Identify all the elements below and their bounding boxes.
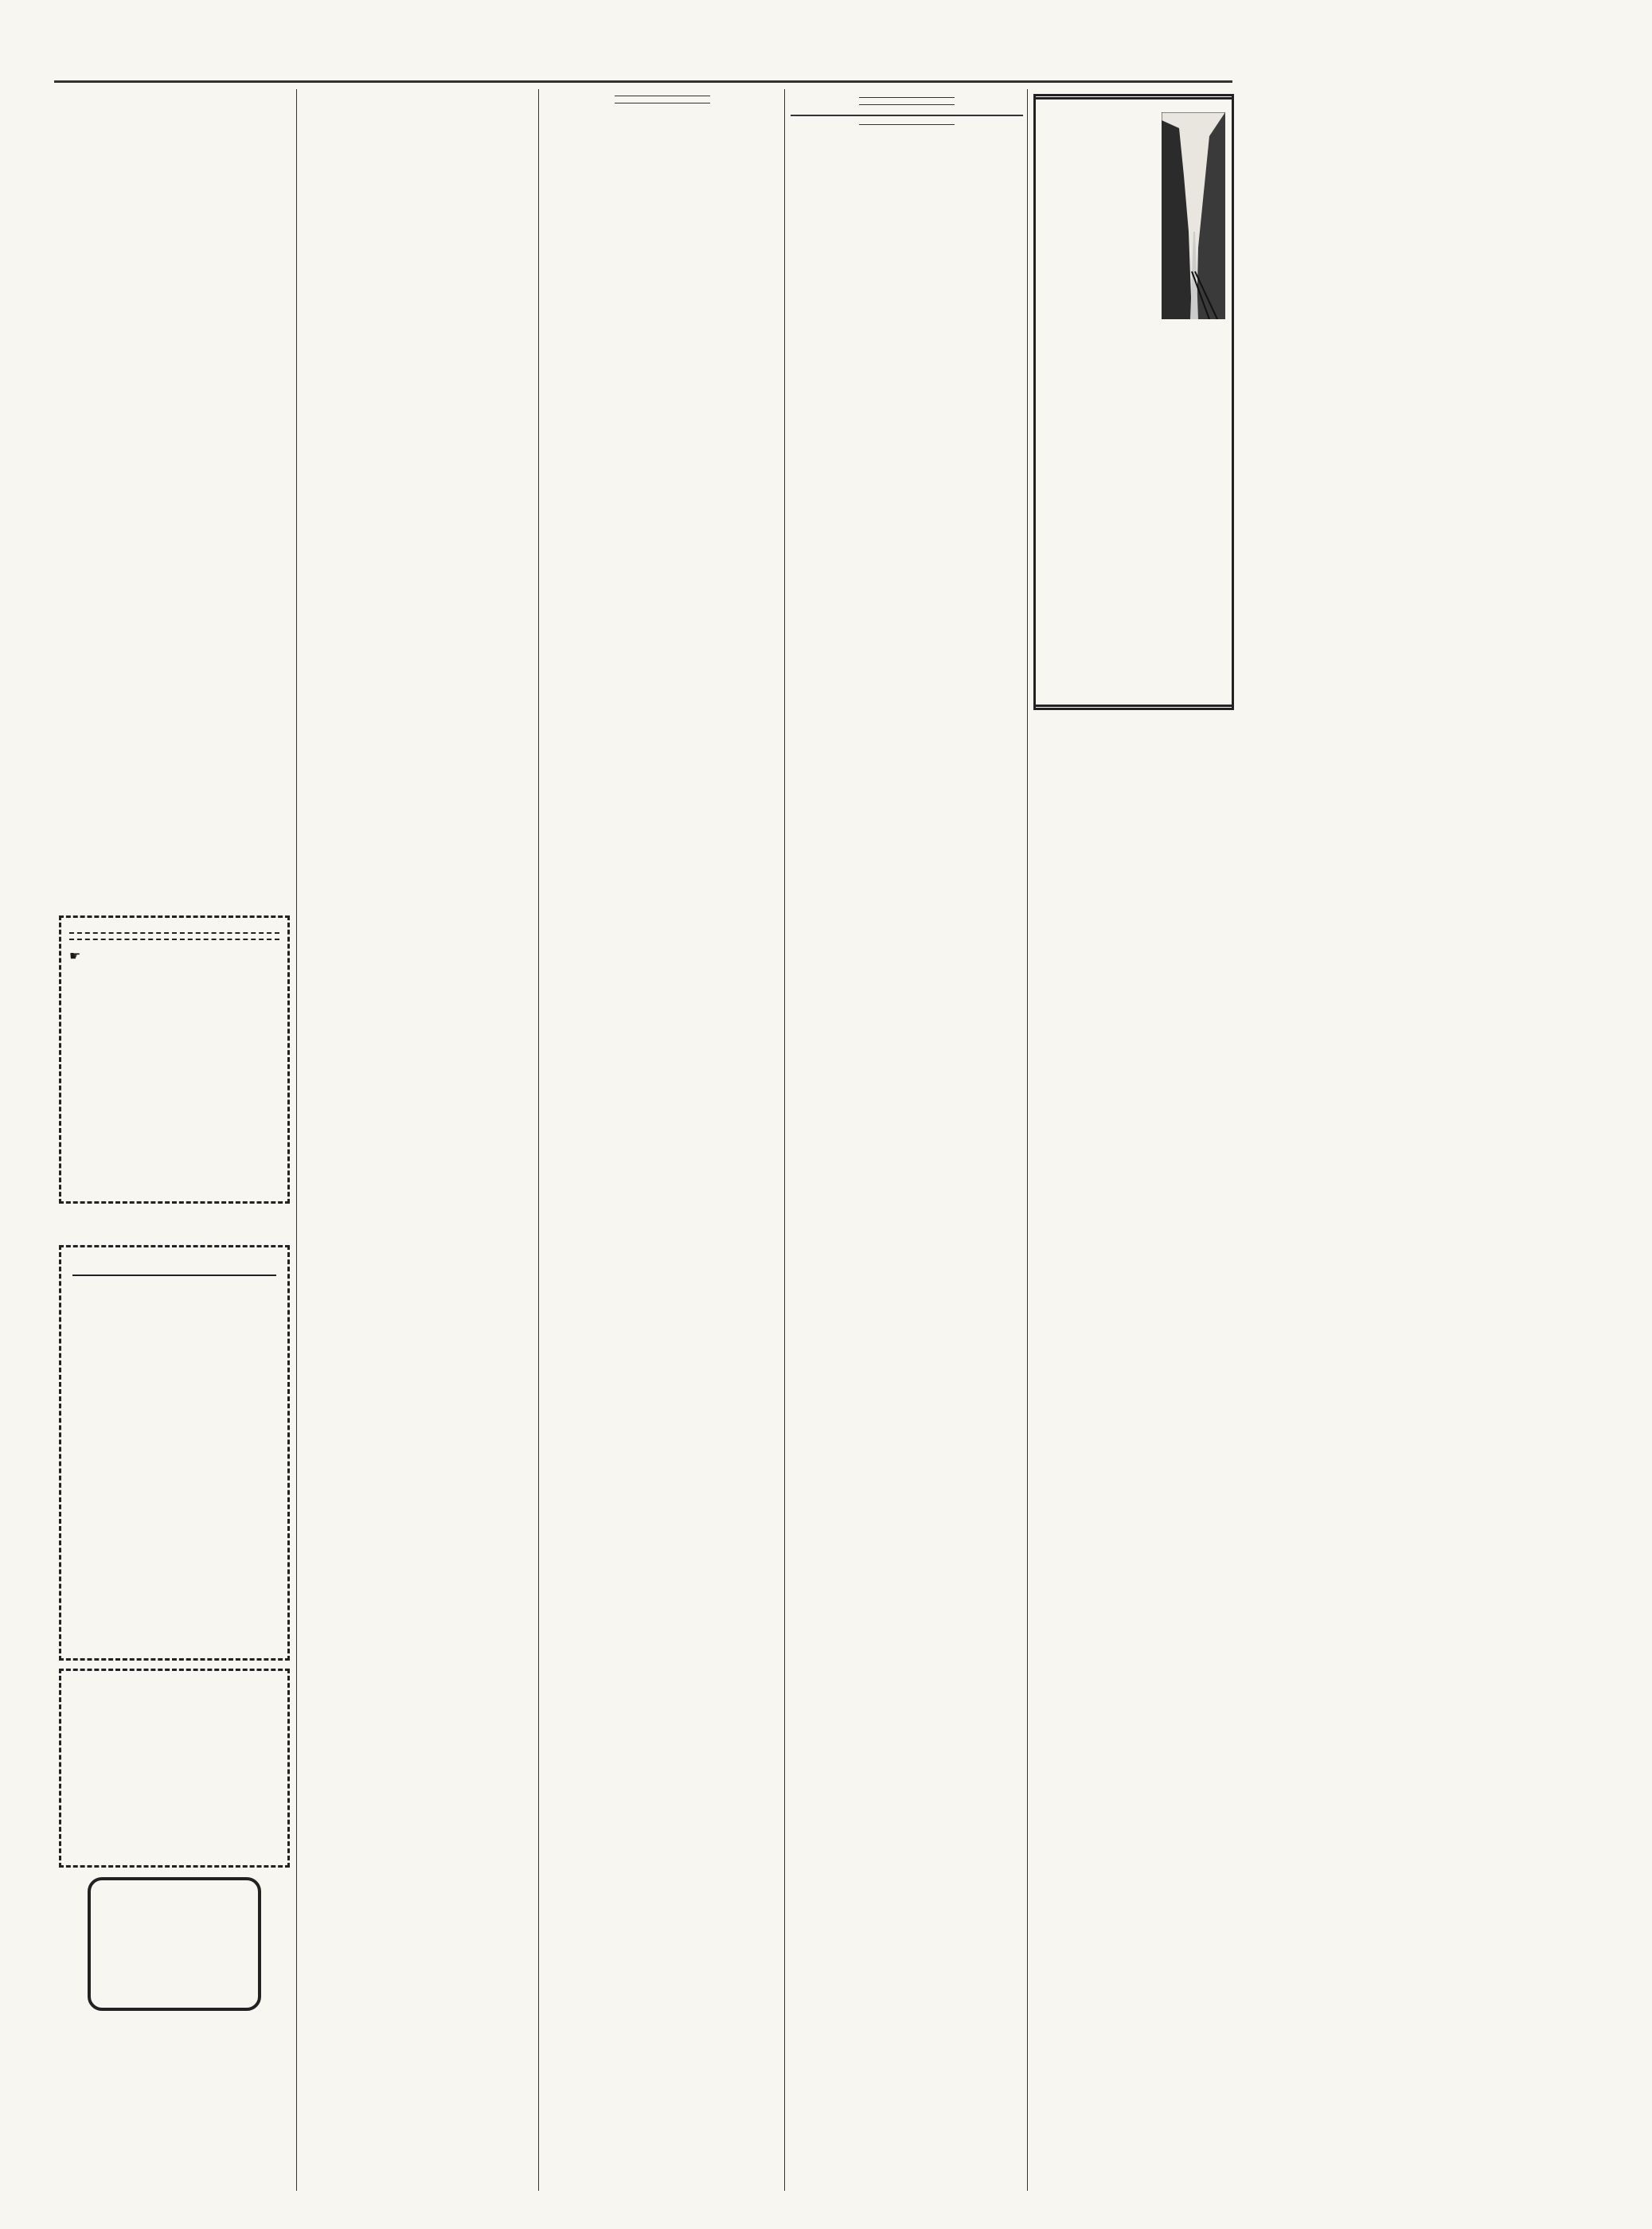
column-divider [538, 89, 539, 2191]
column-divider [1027, 89, 1028, 2191]
cowden-ad [59, 1245, 290, 1661]
royal-gorge-image [1162, 112, 1225, 319]
column-divider [296, 89, 297, 2191]
ward-auction-ad [59, 915, 290, 1204]
right-ads [1033, 94, 1234, 707]
top-rule [54, 80, 1232, 83]
column-1 [56, 89, 291, 905]
nast-ad [59, 1669, 290, 1868]
column-2 [303, 89, 533, 2191]
column-divider [784, 89, 785, 2191]
column-4 [791, 89, 1023, 2191]
royal-gorge-illustration [1162, 112, 1225, 319]
colonist-fares [1033, 94, 1234, 707]
column-3 [545, 89, 779, 2191]
williamson-haffner-ad [59, 1871, 290, 2189]
our-cuts-talk-emblem [88, 1877, 261, 2011]
pointing-hand-icon: ☛ [69, 950, 81, 963]
